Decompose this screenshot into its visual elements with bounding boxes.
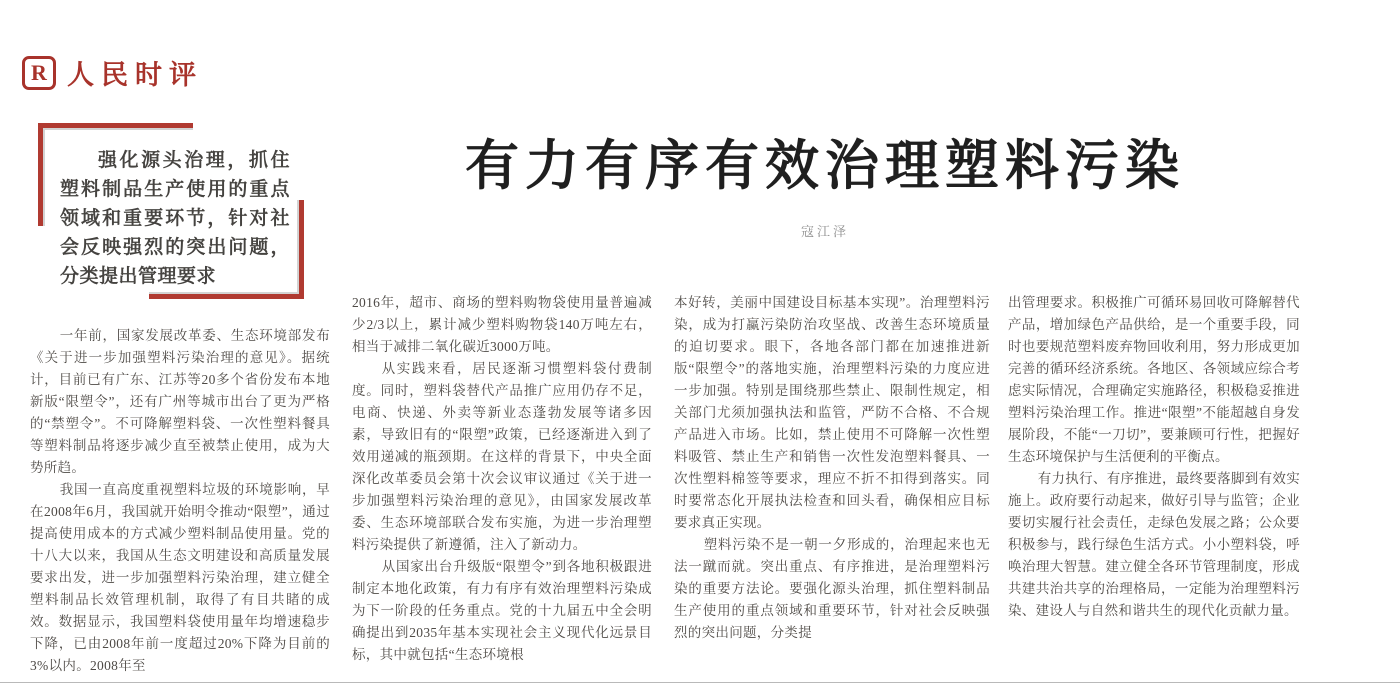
peoples-daily-logo-icon <box>22 56 56 90</box>
paragraph: 2016年，超市、商场的塑料购物袋使用量普遍减少2/3以上，累计减少塑料购物袋140万吨左右，相当于减排二氧化碳近3000万吨。 <box>352 295 652 354</box>
paragraph: 塑料污染不是一朝一夕形成的，治理起来也无法一蹴而就。突出重点、有序推进，是治理塑料污染的重要方法论。要强化源头治理，抓住塑料制品生产使用的重点领域和重要环节，针对社会反映强烈的突出问题，分类提 <box>674 537 990 640</box>
paragraph: 从实践来看，居民逐渐习惯塑料袋付费制度。同时，塑料袋替代产品推广应用仍存不足，电商、快递、外卖等新业态蓬勃发展等诸多因素，导致旧有的“限塑”政策，已经逐渐进入到了效用递减的瓶颈期。在这样的背景下，中央全面深化改革委员会第十次会议审议通过《关于进一步加强塑料污染治理的意见》，由国家发展改革委、生态环境部联合发布实施，为进一步治理塑料污染提供了新遵循，注入了新动力。 <box>352 361 652 552</box>
body-column-4 <box>1008 292 1300 622</box>
article-headline: 有力有序有效治理塑料污染 <box>465 136 1185 196</box>
bottom-divider <box>0 682 1400 683</box>
section-header <box>22 53 203 92</box>
section-title: 人民时评 <box>67 60 203 90</box>
pullquote-box <box>38 123 304 299</box>
article-byline: 寇江泽 <box>800 223 849 239</box>
headline-block <box>350 134 1300 240</box>
paragraph: 我国一直高度重视塑料垃圾的环境影响，早在2008年6月，我国就开始明令推动“限塑”，通过提高使用成本的方式减少塑料制品使用量。党的十八大以来，我国从生态文明建设和高质量发展要求出发，进一步加强塑料污染治理，建立健全塑料制品长效管理机制，取得了有目共睹的成效。数据显示，我国塑料袋使用量年均增速稳步下降，已由2008年前一度超过20%下降为目前的3%以内。2008年至 <box>30 482 330 673</box>
pullquote-text: 强化源头治理，抓住塑料制品生产使用的重点领域和重要环节，针对社会反映强烈的突出问题，分类提出管理要求 <box>60 150 290 287</box>
paragraph: 本好转，美丽中国建设目标基本实现”。治理塑料污染，成为打赢污染防治攻坚战、改善生态环境质量的迫切要求。眼下，各地各部门都在加速推进新版“限塑令”的落地实施，治理塑料污染的力度应进一步加强。特别是围绕那些禁止、限制性规定，相关部门尤须加强执法和监管，严防不合格、不合规产品进入市场。比如，禁止使用不可降解一次性塑料吸管、禁止生产和销售一次性发泡塑料餐具、一次性塑料棉签等要求，理应不折不扣得到落实。同时要常态化开展执法检查和回头看，确保相应目标要求真正实现。 <box>674 295 990 530</box>
body-column-2 <box>352 292 652 666</box>
logo-r-glyph: R <box>31 59 47 85</box>
paragraph: 有力执行、有序推进，最终要落脚到有效实施上。政府要行动起来，做好引导与监管；企业要切实履行社会责任，走绿色发展之路；公众要积极参与，践行绿色生活方式。小小塑料袋，呼唤治理大智慧。建立健全各环节管理制度，形成共建共治共享的治理格局，一定能为治理塑料污染、建设人与自然和谐共生的现代化贡献力量。 <box>1008 471 1300 618</box>
paragraph: 出管理要求。积极推广可循环易回收可降解替代产品，增加绿色产品供给，是一个重要手段，同时也要规范塑料废弃物回收利用，努力形成更加完善的循环经济系统。各地区、各领域应综合考虑实际情况，合理确定实施路径，积极稳妥推进塑料污染治理工作。推进“限塑”不能超越自身发展阶段，不能“一刀切”，要兼顾可行性，把握好生态环境保护与生活便利的平衡点。 <box>1008 295 1300 464</box>
paragraph: 一年前，国家发展改革委、生态环境部发布《关于进一步加强塑料污染治理的意见》。据统计，目前已有广东、江苏等20多个省份发布本地新版“限塑令”，还有广州等城市出台了更为严格的“禁塑令”。不可降解塑料袋、一次性塑料餐具等塑料制品将逐步减少直至被禁止使用，成为大势所趋。 <box>30 328 330 475</box>
paragraph: 从国家出台升级版“限塑令”到各地积极跟进制定本地化政策，有力有序有效治理塑料污染成为下一阶段的任务重点。党的十九届五中全会明确提出到2035年基本实现社会主义现代化远景目标，其中就包括“生态环境根 <box>352 559 652 662</box>
body-column-1 <box>30 325 330 677</box>
body-column-3 <box>674 292 990 644</box>
